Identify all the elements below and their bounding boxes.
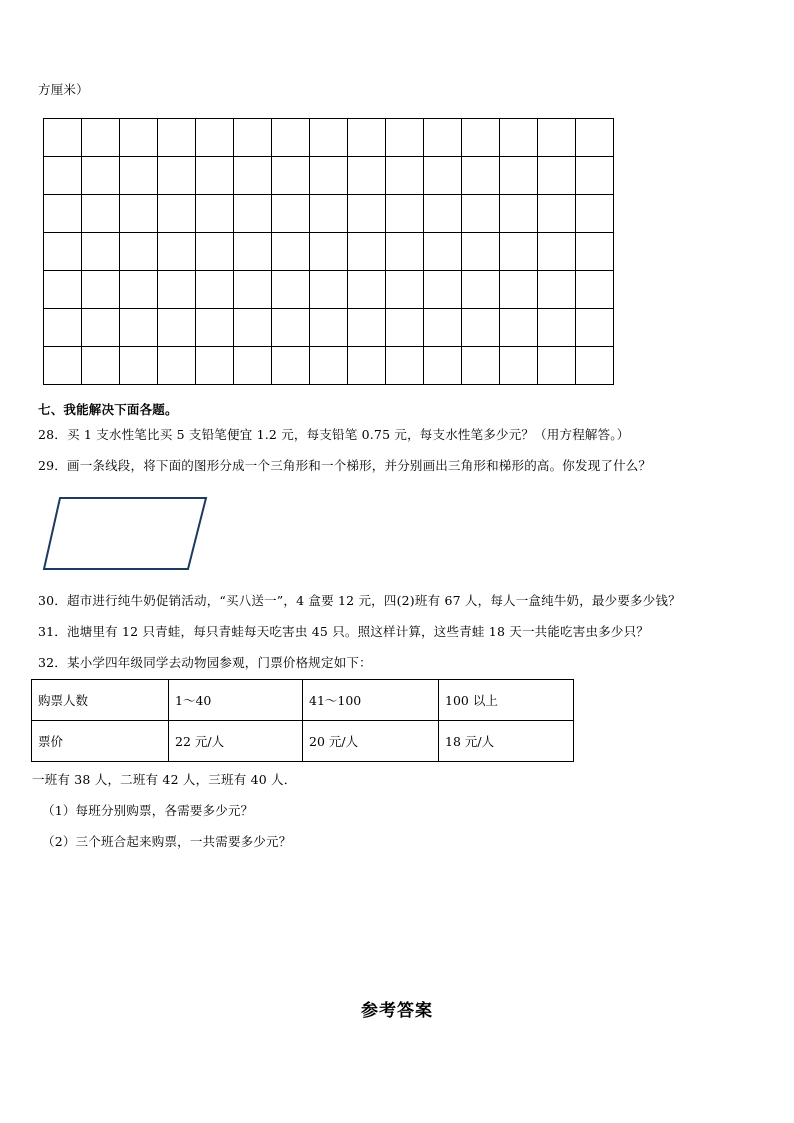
grid-row [44,309,614,347]
grid-cell [576,195,614,233]
grid-cell [538,119,576,157]
grid-cell [44,157,82,195]
grid-cell [310,233,348,271]
ticket-price-table [31,679,574,762]
grid-cell [310,157,348,195]
grid-cell [272,347,310,385]
grid-cell [120,347,158,385]
question-30: 30．超市进行纯牛奶促销活动，“买八送一”，4 盒要 12 元，四(2)班有 67 人，每人一盒纯牛奶，最少要多少钱？ [38,593,681,608]
grid-row [44,157,614,195]
section-7-title: 七、我能解决下面各题。 [38,402,178,417]
grid-row [44,233,614,271]
grid-cell [500,157,538,195]
grid-cell [386,271,424,309]
grid-cell [424,271,462,309]
grid-cell [310,271,348,309]
table-cell: 100 以上 [439,680,574,721]
class-sizes-text: 一班有 38 人，二班有 42 人，三班有 40 人． [32,772,297,787]
grid-cell [424,347,462,385]
grid-cell [348,347,386,385]
grid-cell [234,119,272,157]
grid-cell [538,195,576,233]
grid-cell [500,195,538,233]
grid-row [44,119,614,157]
grid-cell [120,157,158,195]
grid-cell [82,347,120,385]
grid-cell [82,119,120,157]
grid-cell [462,157,500,195]
grid-cell [272,271,310,309]
grid-cell [348,119,386,157]
grid-row [44,347,614,385]
question-32-part-1: （1）每班分别购票，各需要多少元？ [42,803,254,818]
grid-cell [158,119,196,157]
grid-cell [196,119,234,157]
grid-cell [386,195,424,233]
grid-cell [158,233,196,271]
grid-cell [158,157,196,195]
answer-section-title: 参考答案 [361,1001,433,1021]
grid-cell [44,271,82,309]
table-cell: 购票人数 [32,680,169,721]
grid-cell [82,309,120,347]
grid-cell [462,119,500,157]
grid-cell [500,233,538,271]
grid-cell [424,119,462,157]
table-cell: 20 元/人 [303,721,439,762]
grid-cell [576,309,614,347]
grid-cell [462,195,500,233]
grid-cell [158,195,196,233]
grid-cell [462,347,500,385]
grid-cell [272,195,310,233]
grid-cell [424,233,462,271]
parallelogram-shape [44,498,206,569]
table-cell: 18 元/人 [439,721,574,762]
grid-cell [120,309,158,347]
question-28: 28．买 1 支水性笔比买 5 支铅笔便宜 1.2 元，每支铅笔 0.75 元，每支水性笔多少元？（用方程解答。） [38,427,630,442]
grid-cell [44,233,82,271]
grid-cell [462,309,500,347]
grid-cell [196,157,234,195]
grid-cell [196,271,234,309]
grid-cell [424,195,462,233]
grid-cell [310,347,348,385]
table-row [32,721,574,762]
grid-cell [348,157,386,195]
table-row [32,680,574,721]
question-32: 32．某小学四年级同学去动物园参观，门票价格规定如下： [38,655,372,670]
grid-cell [310,119,348,157]
grid-cell [44,119,82,157]
grid-cell [82,271,120,309]
question-31: 31．池塘里有 12 只青蛙，每只青蛙每天吃害虫 45 只。照这样计算，这些青蛙 18 天一共能吃害虫多少只？ [38,624,649,639]
grid-cell [424,157,462,195]
grid-cell [348,195,386,233]
grid-cell [272,233,310,271]
grid-cell [576,271,614,309]
grid-cell [234,271,272,309]
grid-cell [158,271,196,309]
grid-cell [272,119,310,157]
grid-cell [500,119,538,157]
square-grid [43,118,614,385]
grid-cell [196,233,234,271]
grid-cell [234,157,272,195]
grid-cell [538,309,576,347]
table-cell: 22 元/人 [169,721,303,762]
grid-cell [158,309,196,347]
grid-cell [272,157,310,195]
table-cell: 41～100 [303,680,439,721]
grid-cell [234,233,272,271]
grid-row [44,271,614,309]
question-29: 29．画一条线段，将下面的图形分成一个三角形和一个梯形，并分别画出三角形和梯形的高。你发现了什么？ [38,458,652,473]
grid-cell [82,233,120,271]
grid-cell [82,157,120,195]
grid-cell [348,271,386,309]
grid-cell [386,119,424,157]
grid-cell [386,157,424,195]
grid-cell [386,233,424,271]
grid-cell [196,195,234,233]
question-32-part-2: （2）三个班合起来购票，一共需要多少元？ [42,834,292,849]
table-cell: 票价 [32,721,169,762]
grid-cell [196,309,234,347]
grid-cell [538,157,576,195]
grid-cell [120,233,158,271]
grid-cell [538,347,576,385]
grid-cell [234,309,272,347]
grid-cell [462,233,500,271]
parallelogram-figure [40,494,212,574]
grid-row [44,195,614,233]
grid-cell [386,309,424,347]
grid-cell [500,271,538,309]
grid-cell [538,233,576,271]
grid-cell [158,347,196,385]
grid-cell [348,233,386,271]
grid-cell [386,347,424,385]
grid-cell [234,195,272,233]
grid-cell [120,195,158,233]
grid-cell [234,347,272,385]
grid-cell [310,309,348,347]
top-fragment-text: 方厘米） [38,82,89,97]
grid-cell [196,347,234,385]
grid-cell [310,195,348,233]
grid-cell [44,195,82,233]
grid-cell [120,119,158,157]
grid-cell [462,271,500,309]
grid-cell [500,347,538,385]
grid-cell [44,309,82,347]
grid-cell [576,157,614,195]
grid-cell [272,309,310,347]
grid-cell [538,271,576,309]
table-cell: 1～40 [169,680,303,721]
grid-cell [576,119,614,157]
grid-cell [44,347,82,385]
grid-cell [82,195,120,233]
grid-cell [576,347,614,385]
grid-cell [576,233,614,271]
grid-cell [120,271,158,309]
grid-cell [424,309,462,347]
grid-cell [500,309,538,347]
grid-cell [348,309,386,347]
